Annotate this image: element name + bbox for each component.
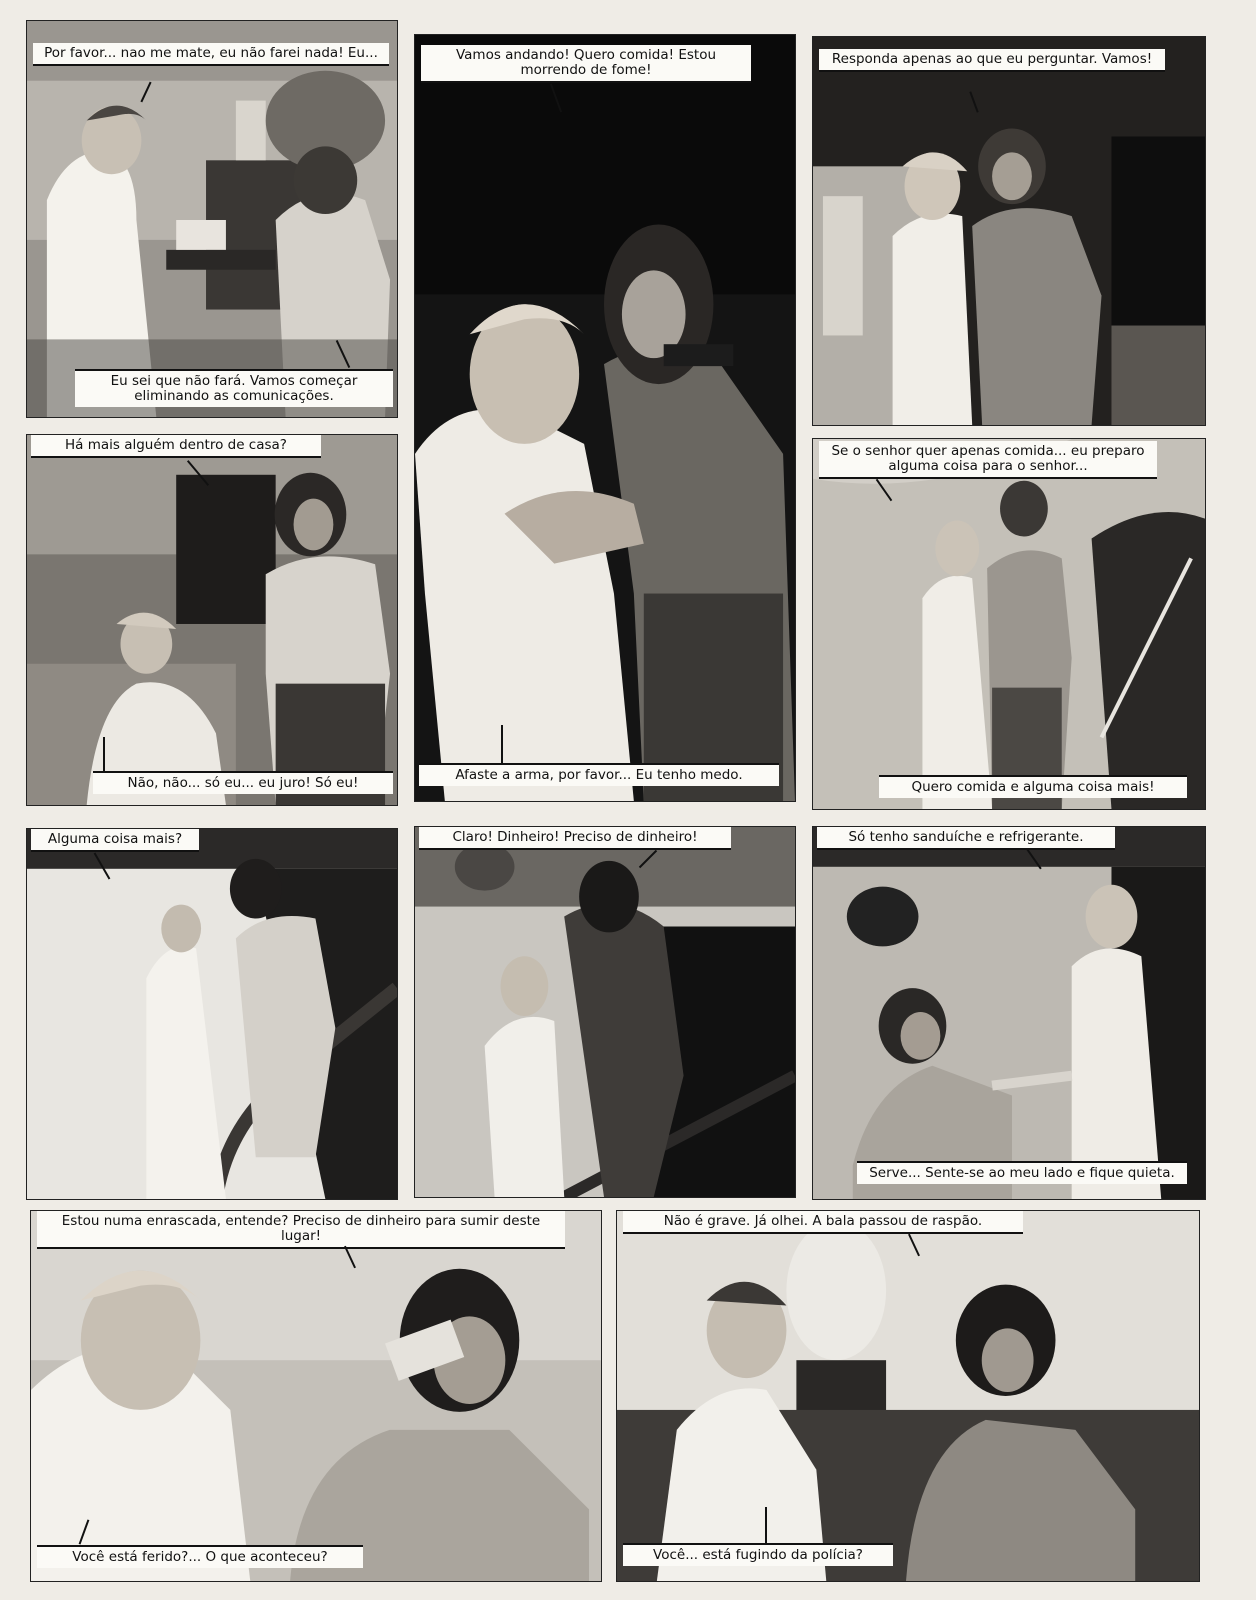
- photo-man-eating-woman-watching: [31, 1211, 601, 1581]
- speech-caption-top: Alguma coisa mais?: [31, 829, 199, 852]
- comic-panel-1: [26, 20, 398, 418]
- photo-man-grabbing-woman-arm: [813, 37, 1205, 425]
- speech-caption-top: Não é grave. Já olhei. A bala passou de raspão.: [623, 1211, 1023, 1234]
- speech-caption-top: Vamos andando! Quero comida! Estou morrendo de fome!: [421, 45, 751, 83]
- photo-woman-on-sofa-man-standing: [27, 435, 397, 805]
- comic-panel-4: [26, 434, 398, 806]
- photo-man-leaning-over-woman: [415, 827, 795, 1197]
- speech-tail: [501, 725, 503, 763]
- comic-panel-9: [30, 1210, 602, 1582]
- comic-panel-6: [26, 828, 398, 1200]
- speech-caption-bottom: Você... está fugindo da polícia?: [623, 1543, 893, 1566]
- speech-caption-top: Responda apenas ao que eu perguntar. Vamos!: [819, 49, 1165, 72]
- comic-panel-7: [414, 826, 796, 1198]
- speech-caption-bottom: Eu sei que não fará. Vamos começar eliminando as comunicações.: [75, 369, 393, 407]
- photo-woman-offering-sandwich: [813, 827, 1205, 1199]
- speech-caption-bottom: Afaste a arma, por favor... Eu tenho medo.: [419, 763, 779, 786]
- comic-panel-3: [812, 36, 1206, 426]
- speech-caption-bottom: Não, não... só eu... eu juro! Só eu!: [93, 771, 393, 794]
- comic-panel-5: [812, 438, 1206, 810]
- photo-couple-on-sofa-drinking: [617, 1211, 1199, 1581]
- comic-panel-10: [616, 1210, 1200, 1582]
- speech-caption-top: Por favor... nao me mate, eu não farei nada! Eu...: [33, 43, 389, 66]
- speech-caption-bottom: Você está ferido?... O que aconteceu?: [37, 1545, 363, 1568]
- speech-caption-bottom: Serve... Sente-se ao meu lado e fique quieta.: [857, 1161, 1187, 1184]
- speech-caption-bottom: Quero comida e alguma coisa mais!: [879, 775, 1187, 798]
- speech-caption-top: Estou numa enrascada, entende? Preciso de dinheiro para sumir deste lugar!: [37, 1211, 565, 1249]
- speech-caption-top: Claro! Dinheiro! Preciso de dinheiro!: [419, 827, 731, 850]
- photo-man-on-stairs-woman-recoiling: [27, 829, 397, 1199]
- speech-caption-top: Se o senhor quer apenas comida... eu preparo alguma coisa para o senhor...: [819, 441, 1157, 479]
- photo-couple-near-staircase: [813, 439, 1205, 809]
- speech-caption-top: Só tenho sanduíche e refrigerante.: [817, 827, 1115, 850]
- photo-man-holding-gun-to-woman: [415, 35, 795, 801]
- photo-woman-seated-man-cutting-phone-cord: [27, 21, 397, 417]
- speech-tail: [765, 1507, 767, 1543]
- comic-panel-8: [812, 826, 1206, 1200]
- comic-panel-2: [414, 34, 796, 802]
- speech-caption-top: Há mais alguém dentro de casa?: [31, 435, 321, 458]
- speech-tail: [103, 737, 105, 771]
